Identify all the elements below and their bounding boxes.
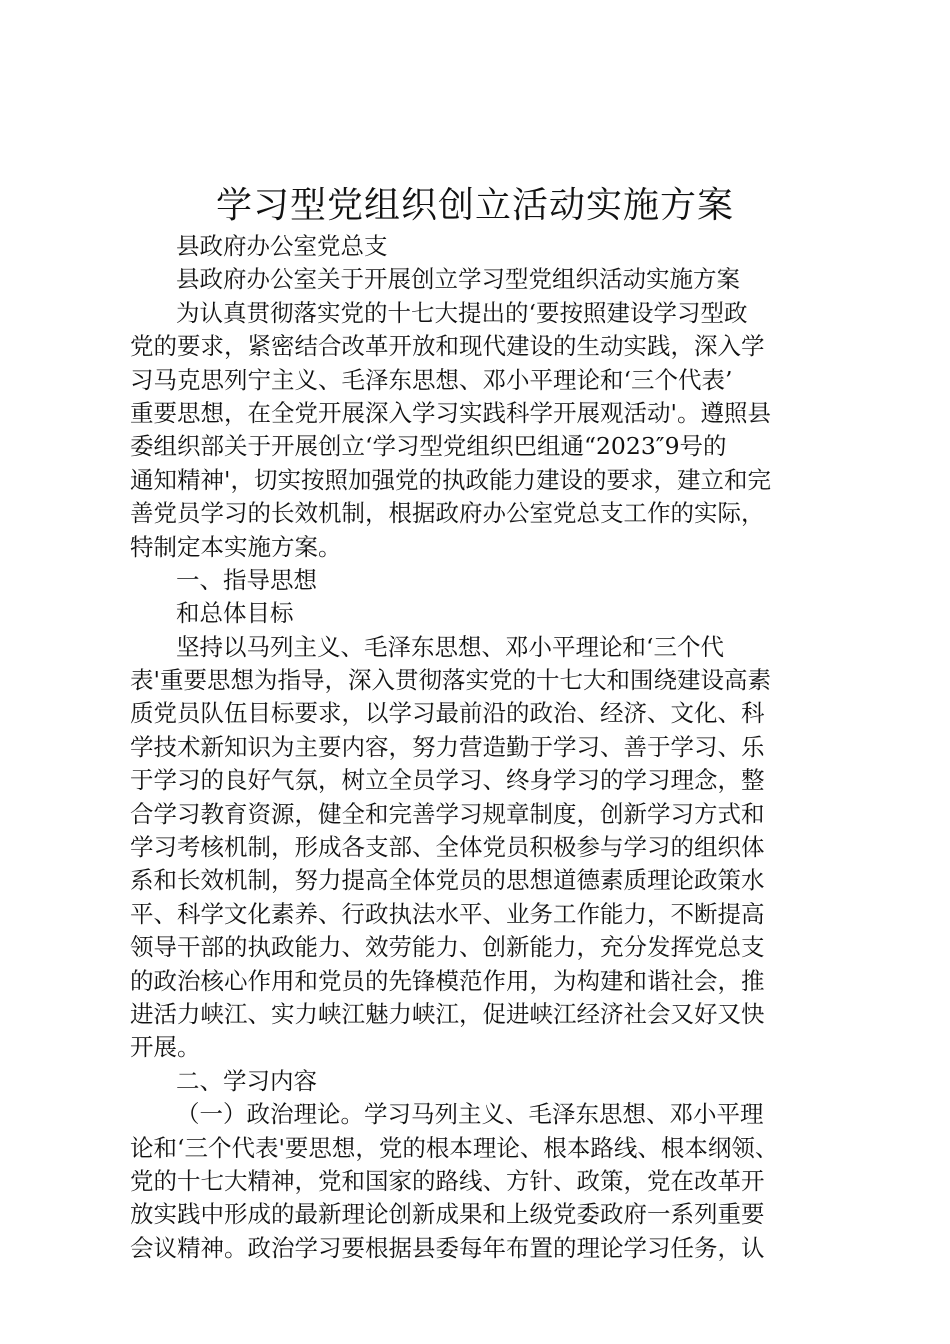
text-line: 特制定本实施方案。 — [130, 532, 342, 561]
text-line: 重要思想，在全党开展深入学习实践科学开展观活动'。遵照县 — [130, 398, 771, 427]
text-line: （一）政治理论。学习马列主义、毛泽东思想、邓小平理 — [176, 1100, 764, 1129]
text-line: 一、指导思想 — [176, 565, 317, 594]
text-line: 的政治核心作用和党员的先锋模范作用，为构建和谐社会，推 — [130, 966, 765, 995]
text-line: 平、科学文化素养、行政执法水平、业务工作能力，不断提高 — [130, 899, 765, 928]
text-line: 县政府办公室党总支 — [176, 232, 388, 260]
text-line: 会议精神。政治学习要根据县委每年布置的理论学习任务，认 — [130, 1233, 765, 1262]
text-line: 通知精神'，切实按照加强党的执政能力建设的要求，建立和完 — [130, 465, 771, 494]
text-line: 习马克思列宁主义、毛泽东思想、邓小平理论和‘三个代表’ — [130, 365, 733, 394]
text-line: 学技术新知识为主要内容，努力营造勤于学习、善于学习、乐 — [130, 732, 765, 761]
text-line: 系和长效机制，努力提高全体党员的思想道德素质理论政策水 — [130, 866, 765, 895]
text-line: 放实践中形成的最新理论创新成果和上级党委政府一系列重要 — [130, 1200, 765, 1229]
text-line: 于学习的良好气氛，树立全员学习、终身学习的学习理念，整 — [130, 766, 765, 795]
text-line: 县政府办公室关于开展创立学习型党组织活动实施方案 — [176, 265, 740, 294]
text-line: 党的十七大精神，党和国家的路线、方针、政策，党在改革开 — [130, 1166, 765, 1195]
text-line: 学习考核机制，形成各支部、全体党员积极参与学习的组织体 — [130, 833, 765, 862]
text-line: 合学习教育资源，健全和完善学习规章制度，创新学习方式和 — [130, 799, 765, 828]
text-line: 坚持以马列主义、毛泽东思想、邓小平理论和‘三个代 — [176, 632, 724, 661]
text-line: 质党员队伍目标要求，以学习最前沿的政治、经济、文化、科 — [130, 699, 765, 728]
text-line: 进活力峡江、实力峡江魅力峡江，促进峡江经济社会又好又快 — [130, 999, 765, 1028]
document-title: 学习型党组织创立活动实施方案 — [215, 185, 734, 226]
text-line: 开展。 — [130, 1033, 201, 1062]
text-line: 为认真贯彻落实党的十七大提出的‘要按照建设学习型政 — [176, 298, 748, 327]
text-line: 二、学习内容 — [176, 1066, 317, 1095]
text-line: 表'重要思想为指导，深入贯彻落实党的十七大和围绕建设高素 — [130, 666, 771, 695]
text-line: 党的要求，紧密结合改革开放和现代建设的生动实践，深入学 — [130, 332, 765, 361]
text-line: 论和‘三个代表'要思想，党的根本理论、根本路线、根本纲领、 — [130, 1133, 779, 1162]
text-line: 领导干部的执政能力、效劳能力、创新能力，充分发挥党总支 — [130, 933, 765, 962]
document-body — [130, 230, 840, 1265]
text-line: 和总体目标 — [176, 599, 294, 628]
text-line: 委组织部关于开展创立‘学习型党组织巴组通“2023″9号的 — [130, 432, 727, 461]
text-line: 善党员学习的长效机制，根据政府办公室党总支工作的实际， — [130, 499, 765, 528]
